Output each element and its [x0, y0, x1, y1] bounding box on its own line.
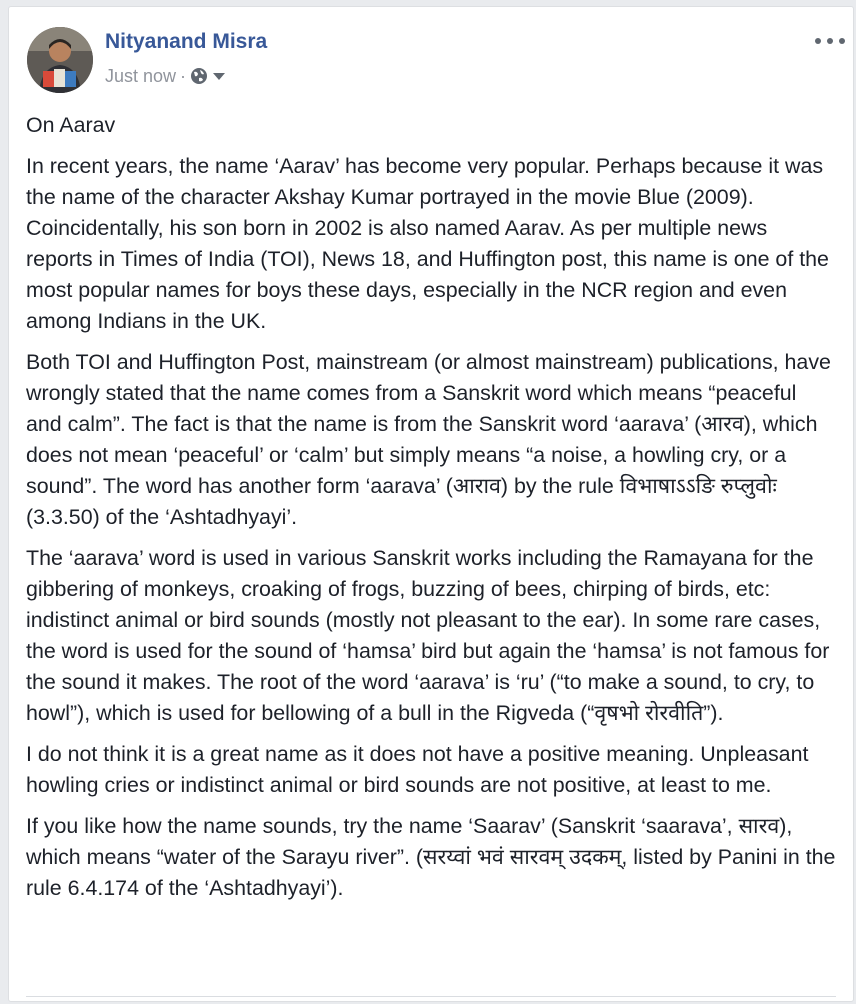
post-paragraph: I do not think it is a great name as it does not have a positive meaning. Unpleasant howling cries or indistinct animal or bird sounds are not positive, at least to me. [26, 742, 809, 797]
caret-down-icon[interactable] [212, 71, 226, 81]
post-paragraph: Both TOI and Huffington Post, mainstream (or almost mainstream) publications, have wrongly stated that the name comes from a Sanskrit word which means “peaceful and calm”. The fact is that the name is from the Sanskrit word ‘aarava’ (आरव), which does not mean ‘peaceful’ or ‘calm’ but simply means “a noise, a howling cry, or a sound”. The word has another form ‘aarava’ (आराव) by the rule विभाषाऽऽङि रुप्लुवोः (3.3.50) of the ‘Ashtadhyayi’. [26, 350, 831, 529]
post-paragraph: The ‘aarava’ word is used in various Sanskrit works including the Ramayana for the gibbering of monkeys, croaking of frogs, buzzing of bees, chirping of birds, etc: indistinct animal or bird sounds (mostly not pleasant to the ear). In some rare cases, the word is used for the sound of ‘hamsa’ bird but again the ‘hamsa’ is not famous for the sound it makes. The root of the word ‘aarava’ is ‘ru’ (“to make a sound, to cry, to howl”), which is used for bellowing of a bull in the Rigveda (“वृषभो रोरवीति”). [26, 546, 830, 725]
post-paragraph: In recent years, the name ‘Aarav’ has become very popular. Perhaps because it was the name of the character Akshay Kumar portrayed in the movie Blue (2009). Coincidentally, his son born in 2002 is also named Aarav. As per multiple news reports in Times of India (TOI), News 18, and Huffington post, this name is one of the most popular names for boys these days, especially in the NCR region and even among Indians in the UK. [26, 154, 829, 333]
post-card [8, 6, 854, 1002]
avatar-image [27, 27, 93, 93]
meta-separator: · [180, 65, 187, 86]
post-paragraph: If you like how the name sounds, try the name ‘Saarav’ (Sanskrit ‘saarava’, सारव), which means “water of the Sarayu river”. (सरय्वां भवं सारवम् उदकम्, listed by Panini in the rule 6.4.174 of the ‘Ashtadhyayi’). [26, 814, 836, 900]
author-name[interactable]: Nityanand Misra [105, 30, 268, 53]
more-options-icon[interactable] [815, 33, 845, 49]
post-title: On Aarav [26, 113, 116, 137]
more-dot [827, 38, 833, 44]
post-meta [105, 64, 226, 88]
post-body [26, 110, 838, 914]
more-dot [839, 38, 845, 44]
avatar[interactable] [27, 27, 93, 93]
globe-icon[interactable] [190, 67, 208, 85]
post-timestamp[interactable]: Just now [105, 65, 177, 86]
divider [26, 996, 836, 997]
more-dot [815, 38, 821, 44]
